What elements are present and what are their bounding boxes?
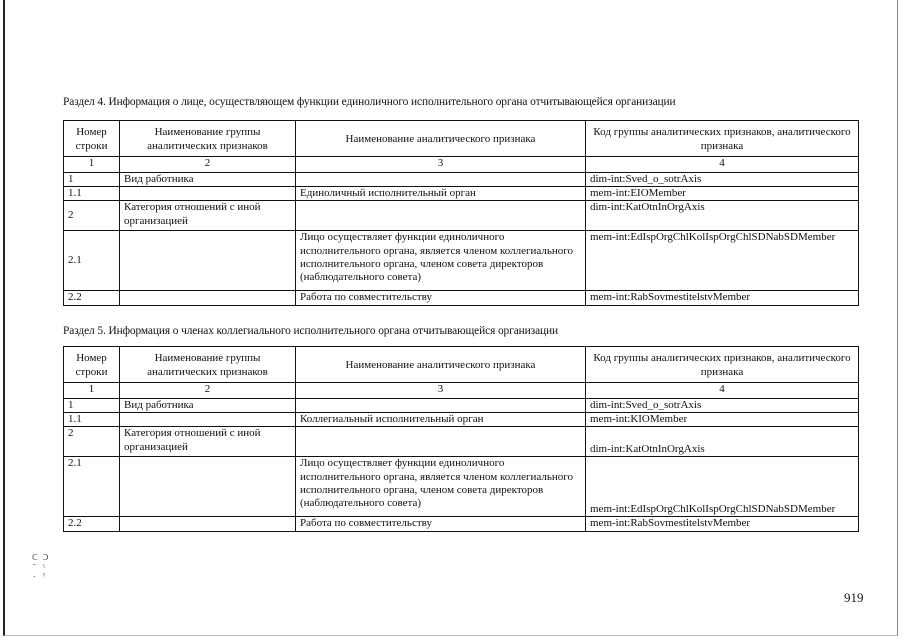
- column-number: 1: [64, 157, 120, 173]
- row-number: 2.2: [64, 291, 120, 305]
- group-name: [120, 413, 296, 427]
- group-name: Категория отношений с иной организацией: [120, 201, 296, 231]
- margin-mark: ˑ ˀ: [32, 573, 47, 582]
- header-row-number: Номер строки: [64, 121, 120, 157]
- header-feature-name: Наименование аналитического признака: [296, 347, 586, 383]
- header-row-number: Номер строки: [64, 347, 120, 383]
- group-name: Вид работника: [120, 399, 296, 413]
- row-number: 1.1: [64, 187, 120, 201]
- feature-name: Работа по совместительству: [296, 291, 586, 305]
- section-5-table: [63, 346, 859, 532]
- feature-name: [296, 173, 586, 187]
- feature-name: Коллегиальный исполнительный орган: [296, 413, 586, 427]
- section-4-title: Раздел 4. Информация о лице, осуществляющем функции единоличного исполнительного органа отчитывающейся организации: [63, 96, 676, 108]
- feature-name: Работа по совместительству: [296, 517, 586, 531]
- row-number: 1: [64, 173, 120, 187]
- group-name: [120, 291, 296, 305]
- table-row: [64, 231, 859, 291]
- feature-name: [296, 427, 586, 457]
- header-group-name: Наименование группы аналитических признаков: [120, 347, 296, 383]
- table-row: [64, 427, 859, 457]
- table-row: [64, 413, 859, 427]
- row-number: 2.1: [64, 457, 120, 517]
- table-row: [64, 201, 859, 231]
- section-4-table: [63, 120, 859, 306]
- row-number: 1: [64, 399, 120, 413]
- table-row: [64, 517, 859, 531]
- column-number: 1: [64, 383, 120, 399]
- row-number: 2.2: [64, 517, 120, 531]
- code: mem-int:EIOMember: [586, 187, 859, 201]
- code: dim-int:KatOtnInOrgAxis: [586, 201, 859, 231]
- feature-name: Лицо осуществляет функции единоличного исполнительного органа, является членом коллегиального исполнительного органа, членом совета директоров (наблюдательного совета): [296, 231, 586, 291]
- column-number: 2: [120, 157, 296, 173]
- feature-name: Лицо осуществляет функции единоличного исполнительного органа, является членом коллегиального исполнительного органа, членом совета директоров (наблюдательного совета): [296, 457, 586, 517]
- row-number: 2: [64, 427, 120, 457]
- header-group-name: Наименование группы аналитических признаков: [120, 121, 296, 157]
- table-row: [64, 173, 859, 187]
- row-number: 1.1: [64, 413, 120, 427]
- header-feature-name: Наименование аналитического признака: [296, 121, 586, 157]
- margin-mark: ᑕ ᑐ: [32, 553, 49, 562]
- table-row: [64, 457, 859, 517]
- column-number: 3: [296, 383, 586, 399]
- page-number: 919: [844, 590, 864, 605]
- header-code: Код группы аналитических признаков, аналитического признака: [586, 347, 859, 383]
- code: mem-int:KIOMember: [586, 413, 859, 427]
- group-name: Категория отношений с иной организацией: [120, 427, 296, 457]
- column-number: 4: [586, 157, 859, 173]
- group-name: [120, 231, 296, 291]
- column-number: 2: [120, 383, 296, 399]
- code: mem-int:RabSovmestitelstvMember: [586, 291, 859, 305]
- feature-name: [296, 399, 586, 413]
- table-row: [64, 399, 859, 413]
- column-number-row: [64, 157, 859, 173]
- code: mem-int:EdIspOrgChlKolIspOrgChlSDNabSDMember: [586, 231, 859, 291]
- header-row: [64, 347, 859, 383]
- row-number: 2.1: [64, 231, 120, 291]
- code: dim-int:KatOtnInOrgAxis: [586, 427, 859, 457]
- margin-mark: ˉ ˡ: [32, 563, 47, 572]
- margin-marks: [32, 553, 49, 583]
- feature-name: [296, 201, 586, 231]
- column-number-row: [64, 383, 859, 399]
- code: mem-int:RabSovmestitelstvMember: [586, 517, 859, 531]
- group-name: Вид работника: [120, 173, 296, 187]
- header-code: Код группы аналитических признаков, аналитического признака: [586, 121, 859, 157]
- column-number: 3: [296, 157, 586, 173]
- header-row: [64, 121, 859, 157]
- group-name: [120, 187, 296, 201]
- group-name: [120, 457, 296, 517]
- row-number: 2: [64, 201, 120, 231]
- code: dim-int:Sved_o_sotrAxis: [586, 173, 859, 187]
- code: mem-int:EdIspOrgChlKolIspOrgChlSDNabSDMember: [586, 457, 859, 517]
- table-row: [64, 291, 859, 305]
- group-name: [120, 517, 296, 531]
- feature-name: Единоличный исполнительный орган: [296, 187, 586, 201]
- column-number: 4: [586, 383, 859, 399]
- code: dim-int:Sved_o_sotrAxis: [586, 399, 859, 413]
- table-row: [64, 187, 859, 201]
- section-5-title: Раздел 5. Информация о членах коллегиального исполнительного органа отчитывающейся организации: [63, 325, 559, 337]
